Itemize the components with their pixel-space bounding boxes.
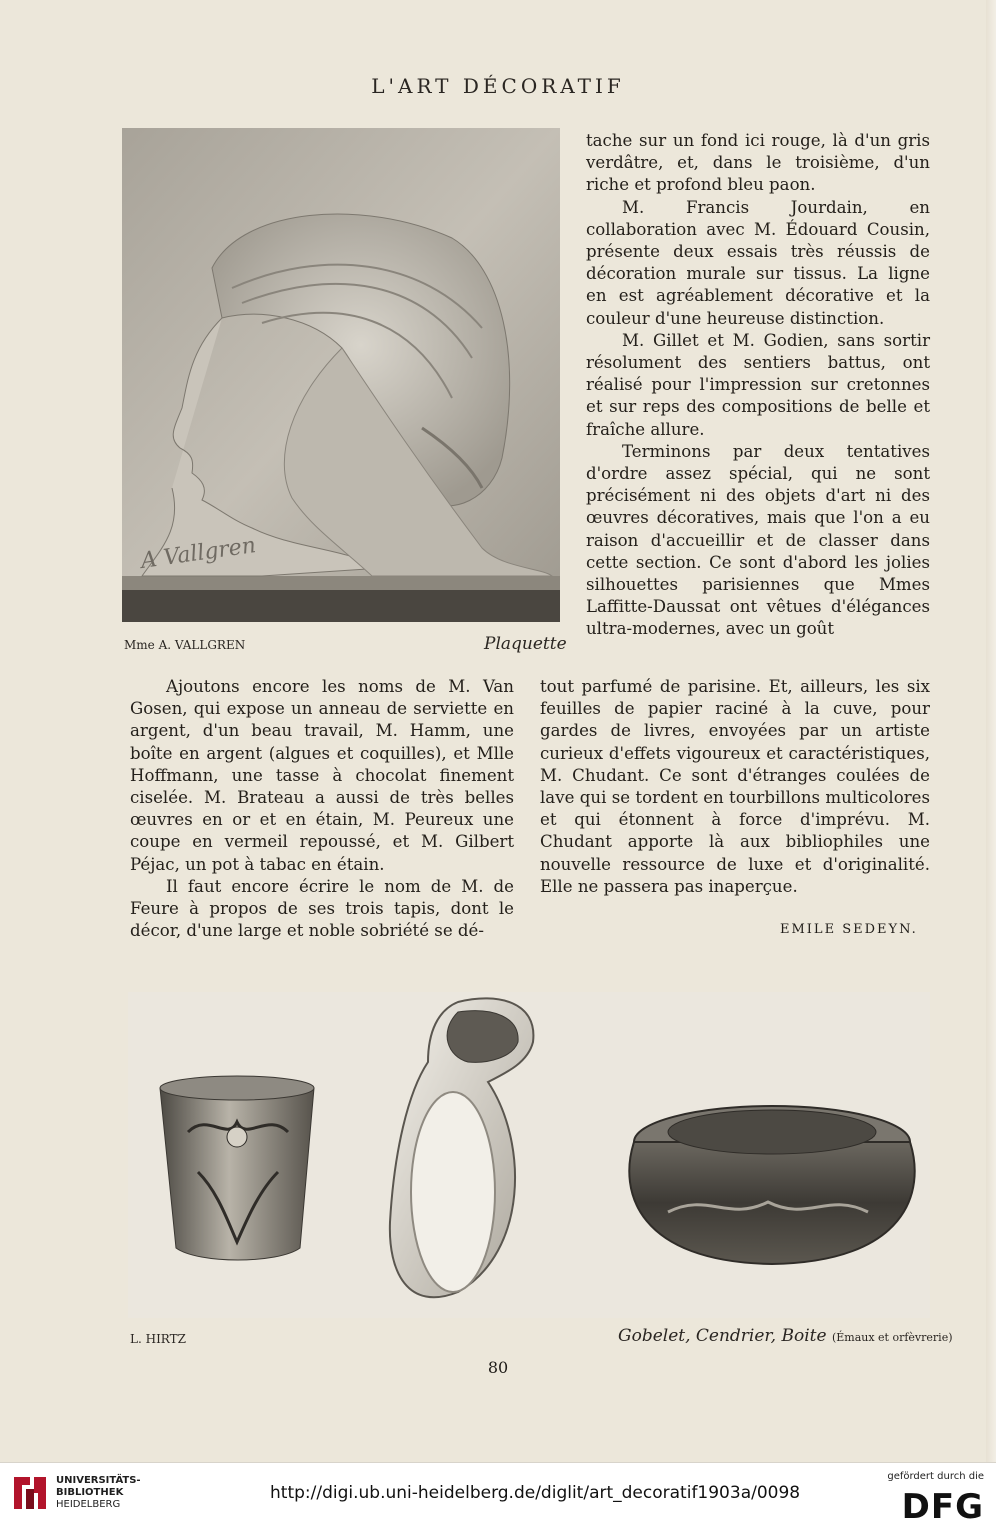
paragraph: Ajoutons encore les noms de M. Van Gosen, qui expose un anneau de serviette en argent, d'un beau travail, M. Hamm, une boîte en argent (algues et coquilles), et Mlle Hoffmann, une tasse à chocolat finement ciselée. M. Brateau a aussi de très belles œuvres en or et en étain, M. Peureux une coupe en vermeil repoussé, et M. Gilbert Péjac, un pot à tabac en étain.	[130, 677, 514, 874]
library-name-line: BIBLIOTHEK	[56, 1487, 124, 1498]
goblet	[160, 1076, 314, 1260]
objects-illustration	[128, 992, 930, 1318]
page-number: 80	[487, 1358, 509, 1377]
digitization-footer	[0, 1462, 996, 1534]
box	[629, 1106, 914, 1264]
bottom-right-column-text	[540, 676, 930, 898]
objects-caption-artist: L. HIRTZ	[130, 1332, 186, 1346]
paragraph: M. Gillet et M. Godien, sans sortir résolument des sentiers battus, ont réalisé pour l'impression sur cretonnes et sur reps des compositions de belle et fraîche allure.	[586, 330, 930, 439]
library-logo-icon	[10, 1473, 50, 1513]
running-head: L'ART DÉCORATIF	[371, 74, 625, 98]
library-name-line: UNIVERSITÄTS-	[56, 1475, 141, 1486]
objects-caption-title	[618, 1326, 953, 1346]
paragraph: Terminons par deux tentatives d'ordre assez spécial, qui ne sont précisément ni des objets d'art ni des œuvres décoratives, mais que l'on a eu raison d'accueillir et de classer dans cette section. Ce sont d'abord les jolies silhouettes parisiennes que Mmes Laffitte-Daussat ont vêtues d'élégances ultra-modernes, avec un goût	[586, 441, 930, 639]
dfg-logo: DFG	[901, 1487, 984, 1527]
paragraph: M. Francis Jourdain, en collaboration avec M. Édouard Cousin, présente deux essais très réussis de décoration murale sur tissus. La ligne en est agréablement décorative et la couleur d'une heureuse distinction.	[586, 197, 930, 328]
paragraph: Il faut encore écrire le nom de M. de Feure à propos de ses trois tapis, dont le décor, d'une large et noble sobriété se dé-	[130, 876, 514, 941]
permalink[interactable]: http://digi.ub.uni-heidelberg.de/diglit/art_decoratif1903a/0098	[270, 1483, 801, 1503]
paragraph: tout parfumé de parisine. Et, ailleurs, les six feuilles de papier raciné à la cuve, pour gardes de livres, envoyées par un artiste curieux d'effets vigoureux et caractéristiques, M. Chudant. Ce sont d'étranges coulées de lave qui se tordent en tourbillons multicolores et qui étonnent à force d'imprévu. M. Chudant apporte là aux bibliophiles une nouvelle ressource de luxe et d'originalité. Elle ne passera pas inaperçue.	[540, 677, 930, 896]
funding-label: gefördert durch die	[887, 1471, 984, 1482]
library-name	[56, 1475, 141, 1511]
author-signature: EMILE SEDEYN.	[780, 922, 918, 937]
plaque-caption-title: Plaquette	[484, 634, 567, 654]
page-edge	[986, 0, 996, 1462]
engraved-signature: A Vallgren	[139, 533, 258, 574]
library-name-line: HEIDELBERG	[56, 1499, 121, 1510]
objects-caption-items: Gobelet, Cendrier, Boite	[618, 1326, 827, 1346]
left-column-text	[130, 676, 514, 942]
objects-caption-note: (Émaux et orfèvrerie)	[831, 1331, 953, 1344]
plaque-caption-artist: Mme A. VALLGREN	[124, 638, 246, 652]
objects-image	[128, 992, 930, 1318]
right-column-text	[586, 130, 930, 641]
plaque-image	[122, 128, 560, 622]
paragraph: tache sur un fond ici rouge, là d'un gris verdâtre, et, dans le troisième, d'un riche et profond bleu paon.	[586, 131, 930, 195]
plaque-relief-illustration	[122, 128, 560, 622]
